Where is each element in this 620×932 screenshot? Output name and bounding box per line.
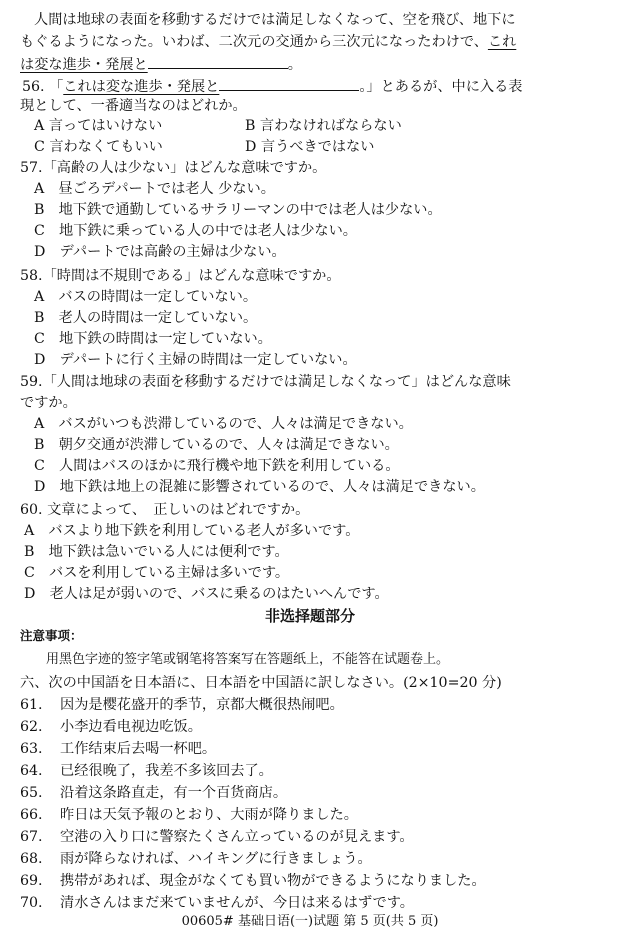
page-footer: 00605# 基础日语(一)试题 第 5 页(共 5 页) [181,914,439,929]
item-63 [20,739,620,759]
part6-instruction: 六、次の中国語を日本語に、日本語を中国語に訳しなさい。(2×10=20 分) [20,675,502,691]
q56-stem [22,75,620,97]
passage-line-1: 人間は地球の表面を移動するだけでは満足しなくなって、空を飛び、地下に [34,12,516,28]
q58-option-d: D デパートに行く主婦の時間は一定していない。 [34,352,357,368]
item-62 [20,717,620,737]
q59-stem-cont: ですか。 [20,395,77,411]
q57-option-d: D デパートでは高齢の主婦は少ない。 [34,244,286,260]
q59-stem: 59.「人間は地球の表面を移動するだけでは満足しなくなって」はどんな意味 [20,374,511,390]
passage-underlined-end: は変な進歩・発展と [20,57,148,73]
q58-stem: 58.「時間は不規則である」はどんな意味ですか。 [20,268,341,284]
item-number: 66. [20,807,43,823]
item-text: 工作结束后去喝一杯吧。 [60,741,217,757]
note-label: 注意事项： [20,628,83,643]
q58-option-b: B 老人の時間は一定していない。 [34,310,258,326]
q56-suffix: 。」とあるが、中に入る表 [359,79,523,95]
q56-underlined: これは変な進歩・発展と [63,79,220,95]
item-number: 68. [20,851,43,867]
item-number: 61. [20,697,43,713]
item-64 [20,761,620,781]
passage-blank [148,53,288,69]
q56-blank [219,75,359,91]
item-number: 65. [20,785,43,801]
q57-option-a: A 昼ごろデパートでは老人 少ない。 [34,181,275,197]
q58-option-c: C 地下鉄の時間は一定していない。 [34,331,272,347]
q59-option-b: B 朝夕交通が渋滞しているので、人々は満足できない。 [34,437,399,453]
item-text: 已经很晚了，我差不多该回去了。 [60,763,273,779]
q60-stem: 60. 文章によって、 正しいのはどれですか。 [20,502,310,518]
item-text: 小李边看电视边吃饭。 [60,719,202,735]
item-text: 昨日は天気予報のとおり、大雨が降りました。 [60,807,358,823]
item-text: 清水さんはまだ来ていませんが、今日は来るはずです。 [60,895,414,911]
q56-prefix: 56. 「 [22,79,64,95]
passage-underlined-start: これ [487,34,517,50]
item-number: 69. [20,873,43,889]
item-text: 因为是樱花盛开的季节，京都大概很热闹吧。 [60,697,344,713]
item-number: 70. [20,895,43,911]
q56-option-b: B 言わなければならない [245,118,402,134]
note-text: 用黑色字迹的签字笔或钢笔将答案写在答题纸上，不能答在试题卷上。 [46,652,450,667]
item-68 [20,849,620,869]
q60-option-c: C バスを利用している主婦は多いです。 [24,565,290,581]
item-number: 62. [20,719,43,735]
q60-option-b: B 地下鉄は急いでいる人には便利です。 [24,544,289,560]
passage-line-3 [20,53,620,75]
passage-line-2 [20,32,620,52]
q58-option-a: A バスの時間は一定していない。 [34,289,258,305]
q60-option-d: D 老人は足が弱いので、バスに乗るのはたいへんです。 [24,586,389,602]
item-69 [20,871,620,891]
item-61 [20,695,620,715]
item-66 [20,805,620,825]
item-number: 63. [20,741,43,757]
q57-option-c: C 地下鉄に乗っている人の中では老人は少ない。 [34,223,357,239]
item-67 [20,827,620,847]
item-text: 空港の入り口に警察たくさん立っているのが見えます。 [60,829,414,845]
q59-option-d: D 地下鉄は地上の混雑に影響されているので、人々は満足できない。 [34,479,485,495]
item-number: 64. [20,763,43,779]
passage-line-3-end: 。 [287,57,302,73]
q60-option-a: A バスより地下鉄を利用している老人が多いです。 [24,523,360,539]
section-title: 非选择题部分 [264,607,355,625]
q59-option-c: C 人間はバスのほかに飛行機や地下鉄を利用している。 [34,458,400,474]
item-70 [20,893,620,913]
q56-option-a: A 言ってはいけない [34,118,163,134]
passage-line-2-text: もぐるようになった。いわば、二次元の交通から三次元になったわけで、 [20,34,488,50]
item-number: 67. [20,829,43,845]
q56-stem-cont: 現として、一番適当なのはどれか。 [20,98,247,114]
q56-option-c: C 言わなくてもいい [34,139,163,155]
q57-stem: 57.「高齢の人は少ない」はどんな意味ですか。 [20,160,327,176]
item-text: 携帯があれば、現金がなくても買い物ができるようになりました。 [60,873,486,889]
q56-option-d: D 言うべきではない [245,139,375,155]
item-text: 沿着这条路直走，有一个百货商店。 [60,785,288,801]
q59-option-a: A バスがいつも渋滞しているので、人々は満足できない。 [34,416,413,432]
item-text: 雨が降らなければ、ハイキングに行きましょう。 [60,851,372,867]
q57-option-b: B 地下鉄で通勤しているサラリーマンの中では老人は少ない。 [34,202,442,218]
item-65 [20,783,620,803]
